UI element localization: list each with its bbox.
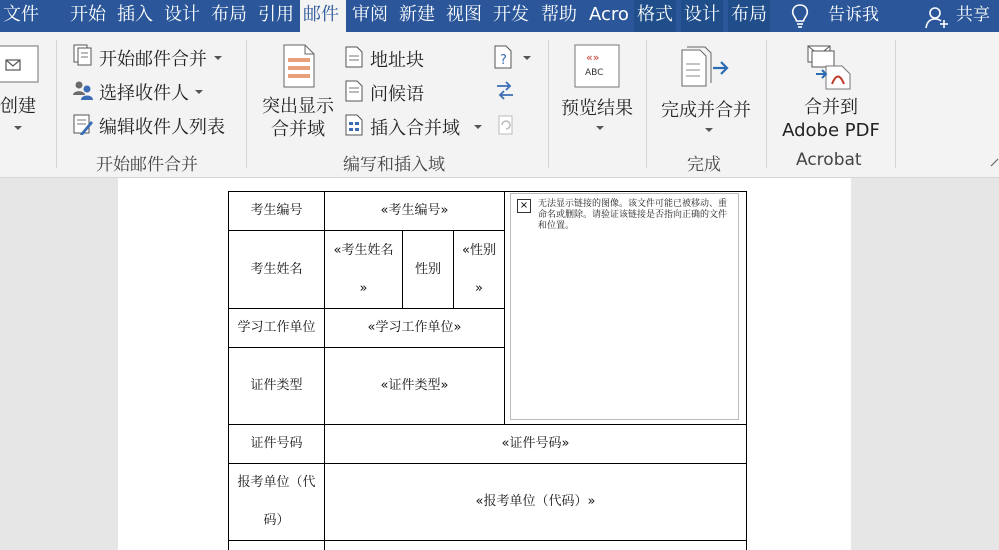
- merge-pdf-label-line2: Adobe PDF: [782, 120, 880, 141]
- rules-icon[interactable]: [494, 45, 516, 69]
- tab-new[interactable]: 新建: [399, 4, 435, 25]
- collapse-ribbon-icon[interactable]: [990, 158, 999, 167]
- tell-me-search[interactable]: 告诉我: [828, 5, 879, 25]
- document-area: [0, 178, 999, 550]
- select-recipients-caret: [195, 90, 203, 94]
- start-mail-merge-button[interactable]: 开始邮件合并: [99, 49, 207, 70]
- gender-field[interactable]: [454, 231, 505, 309]
- tab-file[interactable]: 文件: [3, 4, 39, 25]
- table-cell: [325, 541, 747, 550]
- insert-merge-field-icon: [345, 114, 363, 136]
- svg-text:?: ?: [500, 53, 507, 68]
- insert-merge-field-button[interactable]: 插入合并域: [370, 118, 460, 139]
- tab-insert[interactable]: 插入: [117, 4, 153, 25]
- merge-to-adobe-pdf-button[interactable]: [775, 96, 887, 142]
- finish-merge-button[interactable]: 完成并合并: [661, 100, 751, 121]
- write-insert-fields-group-label: 编写和插入域: [343, 155, 445, 175]
- insert-merge-field-caret: [474, 125, 482, 129]
- name-field-line1: «考生姓名: [333, 242, 394, 258]
- table-row: [229, 425, 747, 464]
- tab-table-design[interactable]: 设计: [681, 0, 723, 32]
- cert-type-label: 证件类型: [229, 348, 325, 425]
- rules-caret: [523, 56, 531, 60]
- cert-type-field[interactable]: «证件类型»: [325, 348, 505, 425]
- tab-references[interactable]: 引用: [258, 4, 294, 25]
- ribbon-tab-bar: [0, 0, 999, 32]
- acrobat-group-label: Acrobat: [796, 150, 862, 170]
- document-page[interactable]: [118, 178, 851, 550]
- highlight-label-line2: 合并域: [271, 119, 325, 140]
- mailings-ribbon: [0, 32, 999, 178]
- exam-id-field[interactable]: «考生编号»: [325, 192, 505, 231]
- group-separator: [548, 40, 549, 168]
- apply-unit-label-line2: 码）: [263, 513, 290, 528]
- apply-unit-label-line1: 报考单位（代: [237, 475, 316, 490]
- apply-unit-label: [229, 464, 325, 541]
- tab-table-layout[interactable]: 布局: [728, 0, 770, 32]
- tab-home[interactable]: 开始: [70, 4, 106, 25]
- highlight-merge-fields-button[interactable]: [258, 95, 338, 141]
- match-fields-icon[interactable]: [494, 80, 516, 102]
- tab-review[interactable]: 审阅: [352, 4, 388, 25]
- svg-text:ABC: ABC: [585, 68, 604, 78]
- table-row: [229, 464, 747, 541]
- work-unit-label: 学习工作单位: [229, 309, 325, 348]
- broken-image-icon: ×: [517, 199, 531, 213]
- finish-merge-icon: [680, 46, 730, 88]
- share-button[interactable]: 共享: [956, 5, 990, 25]
- cert-number-label: 证件号码: [229, 425, 325, 464]
- broken-image-message: 无法显示链接的图像。该文件可能已被移动、重命名或删除。请验证该链接是否指向正确的文件和位置。: [538, 199, 728, 231]
- edit-recipient-list-button[interactable]: 编辑收件人列表: [99, 117, 225, 138]
- preview-results-icon: [574, 44, 620, 88]
- group-separator: [895, 40, 896, 168]
- work-unit-field[interactable]: «学习工作单位»: [325, 309, 505, 348]
- name-field-line2: »: [359, 280, 368, 296]
- tab-view[interactable]: 视图: [446, 4, 482, 25]
- gender-label: 性别: [403, 231, 454, 309]
- create-dropdown-caret: [14, 126, 22, 130]
- group-separator: [56, 40, 57, 168]
- table-cell: [229, 541, 325, 550]
- cert-number-field[interactable]: «证件号码»: [325, 425, 747, 464]
- greeting-line-button[interactable]: 问候语: [370, 84, 424, 105]
- tab-design[interactable]: 设计: [164, 4, 200, 25]
- exam-id-label: 考生编号: [229, 192, 325, 231]
- name-field[interactable]: [325, 231, 403, 309]
- highlight-merge-fields-icon: [283, 44, 315, 88]
- start-mail-merge-group-label: 开始邮件合并: [96, 155, 198, 175]
- tab-acrobat[interactable]: Acro: [589, 4, 629, 25]
- address-block-button[interactable]: 地址块: [370, 50, 424, 71]
- gender-field-line1: «性别: [462, 242, 496, 258]
- svg-text:«»: «»: [586, 51, 600, 64]
- merge-pdf-label-line1: 合并到: [804, 97, 858, 118]
- merge-to-adobe-pdf-icon: [806, 44, 852, 90]
- finish-group-label: 完成: [687, 155, 721, 175]
- create-button[interactable]: 创建: [0, 96, 36, 117]
- table-row: [229, 541, 747, 550]
- gender-field-line2: »: [475, 280, 483, 296]
- group-separator: [246, 40, 247, 168]
- finish-merge-caret: [705, 128, 713, 132]
- edit-recipient-list-icon: [72, 113, 94, 135]
- start-mail-merge-caret: [214, 56, 222, 60]
- envelopes-icon[interactable]: [0, 42, 40, 86]
- tab-format[interactable]: 格式: [634, 0, 676, 32]
- select-recipients-button[interactable]: 选择收件人: [99, 83, 189, 104]
- highlight-label-line1: 突出显示: [262, 96, 334, 117]
- preview-results-button[interactable]: 预览结果: [561, 98, 633, 119]
- greeting-line-icon: [345, 80, 363, 102]
- update-labels-icon: [496, 114, 516, 136]
- apply-unit-field[interactable]: «报考单位（代码）»: [325, 464, 747, 541]
- tab-mailings[interactable]: 邮件: [300, 0, 346, 33]
- broken-image-placeholder[interactable]: [510, 193, 739, 420]
- preview-results-caret: [596, 126, 604, 130]
- lightbulb-icon[interactable]: [788, 3, 812, 29]
- select-recipients-icon: [72, 79, 94, 101]
- group-separator: [646, 40, 647, 168]
- address-block-icon: [345, 46, 363, 68]
- tab-layout[interactable]: 布局: [211, 4, 247, 25]
- tab-help[interactable]: 帮助: [541, 4, 577, 25]
- share-person-icon[interactable]: [924, 4, 950, 30]
- name-label: 考生姓名: [229, 231, 325, 309]
- group-separator: [766, 40, 767, 168]
- start-mail-merge-icon: [72, 44, 94, 66]
- tab-developer[interactable]: 开发: [493, 4, 529, 25]
